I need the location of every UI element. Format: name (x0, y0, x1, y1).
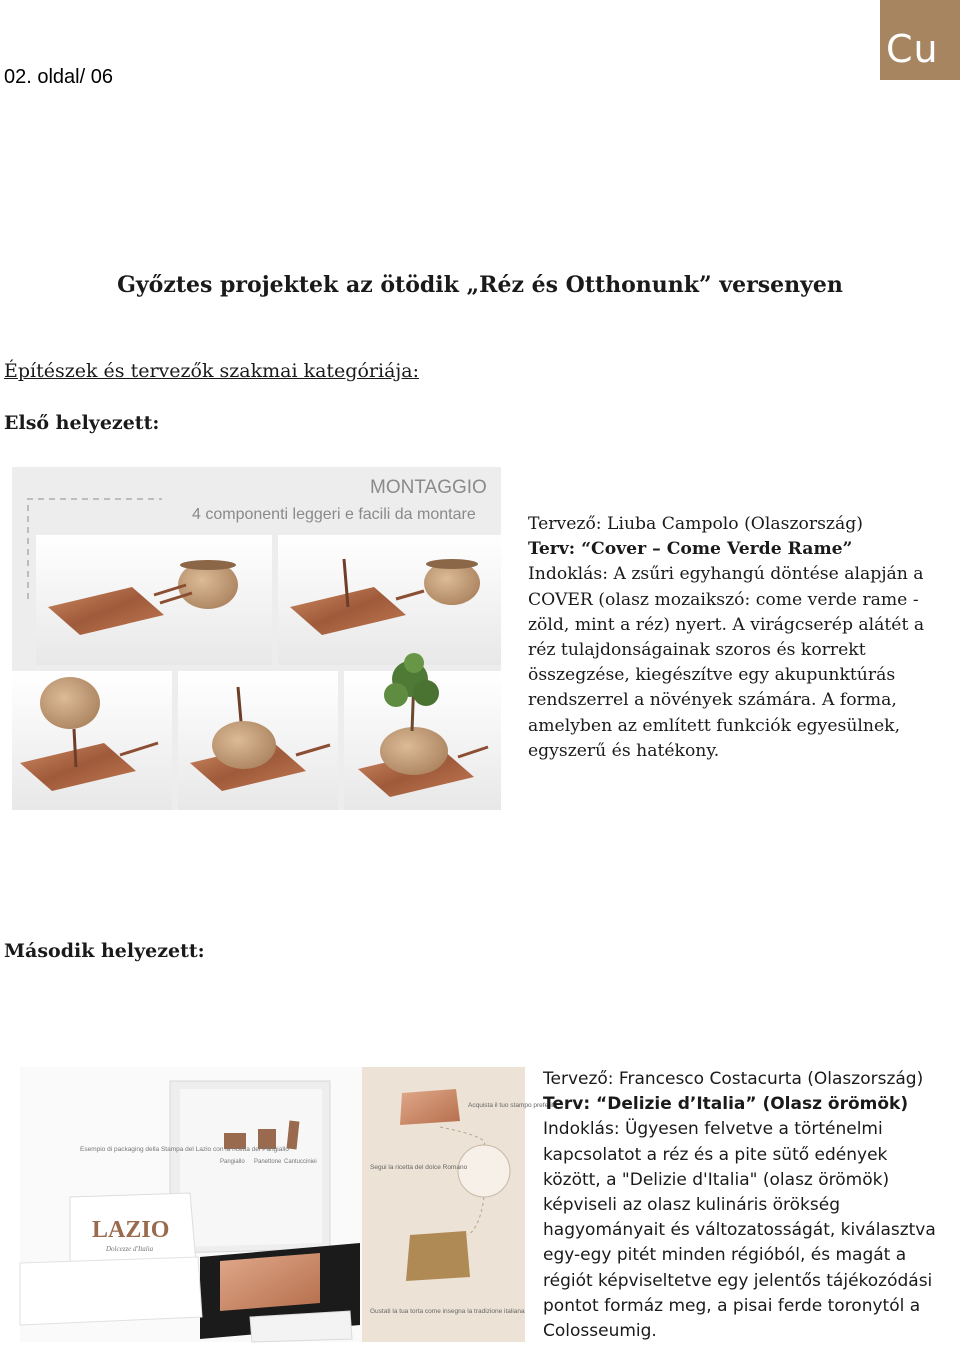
first-reason-line: rendszerrel a növények számára. A forma, (528, 690, 897, 711)
first-reason-line: egyszerű és hatékony. (528, 740, 720, 761)
packaging-note: Gustati la tua torta come insegna la tradizione italiana (370, 1308, 525, 1315)
delizie-packaging-image (20, 1067, 558, 1342)
montaggio-title: MONTAGGIO (370, 477, 487, 498)
second-reason-line: hagyományait és változatosságát, kiválasztva (543, 1220, 936, 1241)
delizie-packaging-illustration (20, 1067, 558, 1342)
first-reason-line: COVER (olasz mozaikszó: come verde rame - (528, 589, 919, 610)
first-place-description (528, 512, 948, 764)
first-reason-line: Indoklás: A zsűri egyhangú döntése alapján a (528, 564, 924, 585)
first-reason-line: zöld, mint a réz) nyert. A virágcserép alátét a (528, 614, 925, 635)
first-place-heading: Első helyezett: (4, 412, 160, 434)
second-reason-line: pontot formáz meg, a pisai ferde toronytól a (543, 1295, 921, 1316)
first-reason-line: összegzése, kiegészítve egy akupunktúrás (528, 665, 896, 686)
second-reason-line: Indoklás: Ügyesen felvetve a történelmi (543, 1119, 883, 1140)
second-reason-line: kapcsolatot a réz és a pite sütő edények (543, 1144, 888, 1165)
category-heading: Építészek és tervezők szakmai kategóriája: (4, 360, 420, 382)
icon-label: Pangiallo (220, 1159, 245, 1165)
second-place-heading: Második helyezett: (4, 940, 205, 962)
second-reason-line: képviseli az olasz kulináris örökség (543, 1195, 840, 1216)
first-designer: Tervező: Liuba Campolo (Olaszország) (528, 514, 863, 534)
cover-assembly-illustration (12, 467, 501, 810)
icon-label: Panettone (254, 1159, 282, 1165)
second-place-description (543, 1067, 957, 1344)
first-project: Terv: “Cover – Come Verde Rame” (528, 539, 853, 560)
first-reason-line: réz tulajdonságainak szoros és korrekt (528, 640, 866, 661)
second-designer: Tervező: Francesco Costacurta (Olaszország) (543, 1069, 924, 1089)
logo-text: Cu (886, 27, 939, 71)
icon-label: Cantucciniei (284, 1159, 317, 1165)
second-project: Terv: “Delizie d’Italia” (Olasz örömök) (543, 1094, 909, 1115)
page-title: Győztes projektek az ötödik „Réz és Otthonunk” versenyen (117, 272, 843, 298)
page-number: 02. oldal/ 06 (4, 66, 113, 88)
packaging-note: Esempio di packaging della Stampa del Lazio con la ricetta del Pangiallo (80, 1146, 289, 1153)
second-reason-line: Colosseumig. (543, 1321, 657, 1342)
lazio-label: LAZIO (92, 1217, 170, 1243)
cover-assembly-image (12, 467, 501, 810)
lazio-sub: Dolcezze d'Italia (106, 1245, 154, 1253)
second-reason-line: között, a "Delizie d'Italia" (olasz örömök) (543, 1169, 890, 1190)
packaging-note: Acquista il tuo stampo preferito (468, 1102, 558, 1109)
first-reason-line: amelyben az említett funkciók egyesülnek, (528, 715, 901, 736)
second-reason-line: egy-egy pitét minden régióból, és magát a (543, 1245, 907, 1266)
packaging-note: Segui la ricetta del dolce Romano (370, 1164, 468, 1171)
montaggio-subtitle: 4 componenti leggeri e facili da montare (192, 506, 476, 523)
second-reason-line: régiót képviseltetve egy jelentős tájékozódási (543, 1270, 933, 1291)
copper-logo (880, 0, 960, 80)
